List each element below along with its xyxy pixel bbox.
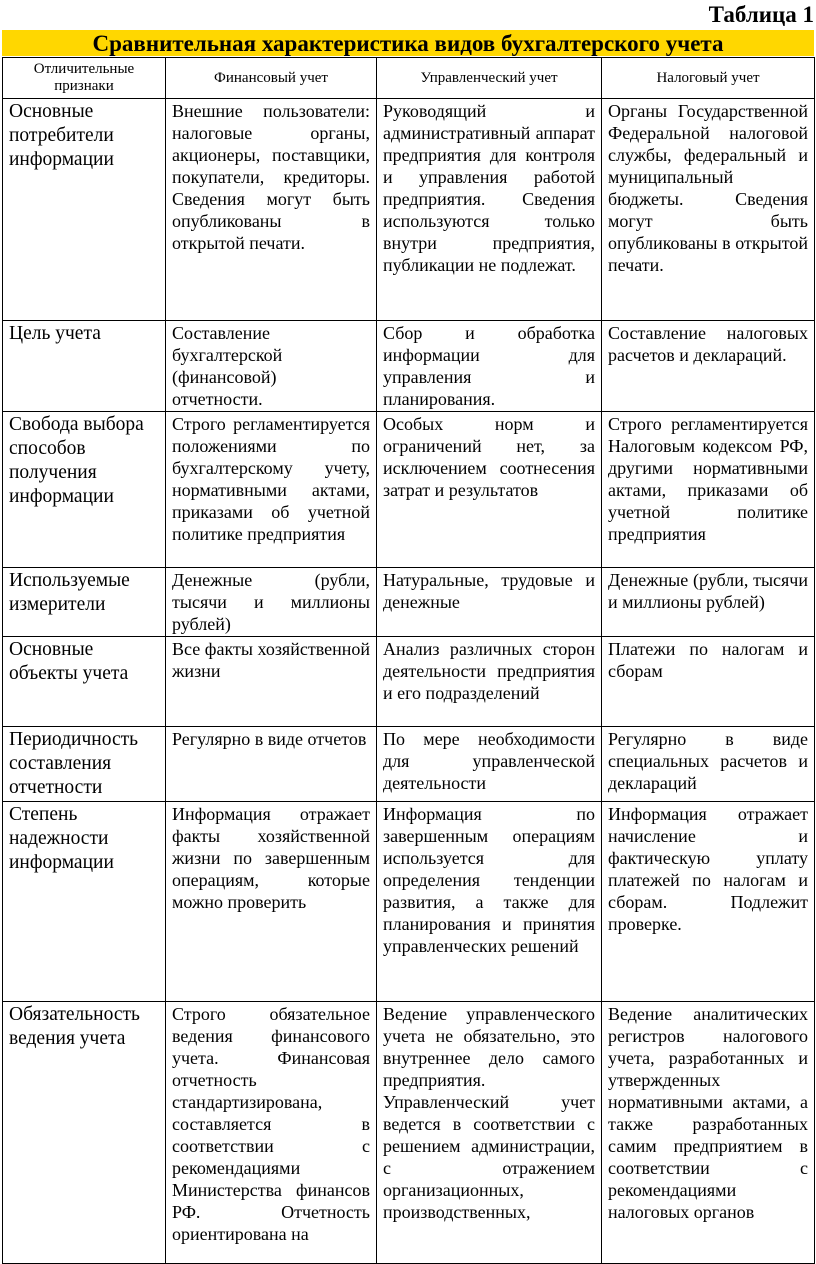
table-row — [3, 568, 815, 637]
table-row — [3, 1002, 815, 1264]
table-row — [3, 637, 815, 727]
table-row — [3, 802, 815, 1002]
tax-cell: Составление налоговых расчетов и деклараций. — [602, 321, 815, 412]
financial-cell: Составление бухгалтерской (финансовой) отчетности. — [166, 321, 377, 412]
financial-cell: Внешние пользователи: налоговые органы, акционеры, поставщики, покупатели, кредиторы. Сведения могут быть опубликованы в открытой печати. — [166, 99, 377, 321]
row-feature: Обязательность ведения учета — [3, 1002, 166, 1264]
management-cell: По мере необходимости для управленческой деятельности — [377, 727, 602, 802]
tax-cell: Информация отражает начисление и фактическую уплату платежей по налогам и сборам. Подлежит проверке. — [602, 802, 815, 1002]
table-number: Таблица 1 — [708, 2, 814, 27]
management-cell: Информация по завершенным операциям используется для определения тенденции развития, а также для планирования и принятия управленческих решений — [377, 802, 602, 1002]
table-row — [3, 99, 815, 321]
tax-cell: Ведение аналитических регистров налогового учета, разработанных и утвержденных нормативными актами, а также разработанных самим предприятием в соответствии с рекомендациями налоговых органов — [602, 1002, 815, 1264]
financial-cell: Строго обязательное ведения финансового учета. Финансовая отчетность стандартизирована, составляется в соответствии с рекомендациями Министерства финансов РФ. Отчетность ориентирована на — [166, 1002, 377, 1264]
financial-cell: Регулярно в виде отчетов — [166, 727, 377, 802]
management-cell: Руководящий и административный аппарат предприятия для контроля и управления работой предприятия. Сведения используются только внутри предприятия, публикации не подлежат. — [377, 99, 602, 321]
table-title: Сравнительная характеристика видов бухгалтерского учета — [2, 30, 814, 56]
row-feature: Свобода выбора способов получения информации — [3, 412, 166, 568]
financial-cell: Денежные (рубли, тысячи и миллионы рублей) — [166, 568, 377, 637]
header-management: Управленческий учет — [377, 58, 602, 99]
financial-cell: Информация отражает факты хозяйственной жизни по завершенным операциям, которые можно проверить — [166, 802, 377, 1002]
management-cell: Анализ различных сторон деятельности предприятия и его подразделений — [377, 637, 602, 727]
financial-cell: Все факты хозяйственной жизни — [166, 637, 377, 727]
header-financial: Финансовый учет — [166, 58, 377, 99]
financial-cell: Строго регламентируется положениями по бухгалтерскому учету, нормативными актами, приказами об учетной политике предприятия — [166, 412, 377, 568]
header-features: Отличительные признаки — [3, 58, 166, 99]
table-row — [3, 412, 815, 568]
management-cell: Сбор и обработка информации для управления и планирования. — [377, 321, 602, 412]
tax-cell: Денежные (рубли, тысячи и миллионы рублей) — [602, 568, 815, 637]
tax-cell: Регулярно в виде специальных расчетов и деклараций — [602, 727, 815, 802]
tax-cell: Органы Государственной Федеральной налоговой службы, федеральный и муниципальный бюджеты. Сведения могут быть опубликованы в открытой печати. — [602, 99, 815, 321]
row-feature: Используемые измерители — [3, 568, 166, 637]
header-tax: Налоговый учет — [602, 58, 815, 99]
row-feature: Цель учета — [3, 321, 166, 412]
management-cell: Особых норм и ограничений нет, за исключением соотнесения затрат и результатов — [377, 412, 602, 568]
tax-cell: Строго регламентируется Налоговым кодексом РФ, другими нормативными актами, приказами об учетной политике предприятия — [602, 412, 815, 568]
row-feature: Основные потребители информации — [3, 99, 166, 321]
row-feature: Степень надежности информации — [3, 802, 166, 1002]
comparison-table — [2, 57, 815, 1264]
table-row — [3, 727, 815, 802]
tax-cell: Платежи по налогам и сборам — [602, 637, 815, 727]
row-feature: Периодичность составления отчетности — [3, 727, 166, 802]
management-cell: Ведение управленческого учета не обязательно, это внутреннее дело самого предприятия. Управленческий учет ведется в соответствии с решением администрации, с отражением организационных, производственных, — [377, 1002, 602, 1264]
management-cell: Натуральные, трудовые и денежные — [377, 568, 602, 637]
table-row — [3, 321, 815, 412]
header-row — [3, 58, 815, 99]
row-feature: Основные объекты учета — [3, 637, 166, 727]
